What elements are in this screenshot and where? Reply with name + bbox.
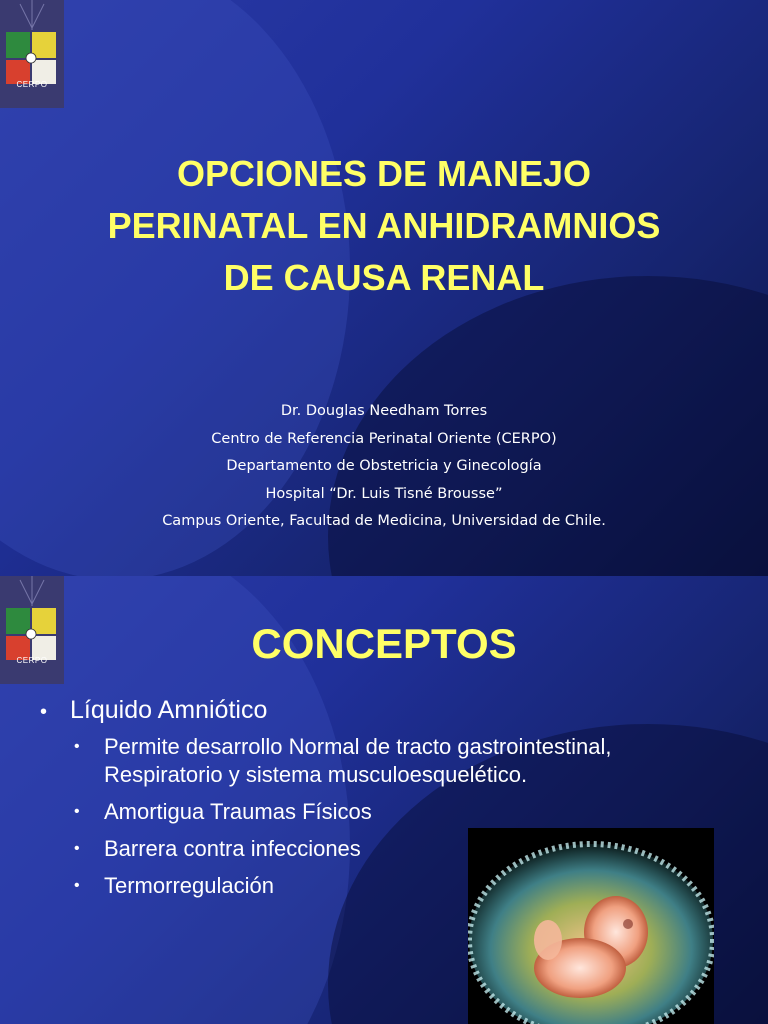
title-line: PERINATAL EN ANHIDRAMNIOS [107,205,661,246]
author-name: Dr. Douglas Needham Torres [280,403,488,419]
bullet-icon: • [74,803,80,820]
cerpo-logo [0,0,64,108]
sub-bullet-text: Barrera contra infecciones [104,836,361,861]
embryo-image-icon [468,828,714,1024]
department-name: Departamento de Obstetricia y Ginecología [226,458,542,474]
crest-icon [0,0,64,108]
sub-bullet-text: Amortigua Traumas Físicos [104,799,372,824]
slide-heading: CONCEPTOS [251,620,517,667]
title-line: DE CAUSA RENAL [223,257,545,298]
bullet-icon: • [74,738,80,755]
logo-label: CERPO [16,656,48,665]
embryo-photo [468,828,714,1024]
sub-bullet [74,798,748,826]
crest-icon [0,576,64,684]
logo-label: CERPO [16,80,48,89]
bullet-icon: • [40,701,48,723]
author-credits [0,398,768,536]
bullet-icon: • [74,840,80,857]
slide-title [0,148,768,304]
title-line: OPCIONES DE MANEJO [176,153,592,194]
sub-bullet-text: Termorregulación [104,873,274,898]
campus-name: Campus Oriente, Facultad de Medicina, Universidad de Chile. [162,513,606,529]
center-name: Centro de Referencia Perinatal Oriente (CERPO) [211,430,557,447]
sub-bullet-text: Permite desarrollo Normal de tracto gastrointestinal, Respiratorio y sistema musculoesquelético. [104,734,612,787]
sub-bullet [74,733,748,789]
cerpo-logo [0,576,64,684]
main-bullet-text: Líquido Amniótico [70,696,268,724]
bullet-icon: • [74,877,80,894]
hospital-name: Hospital “Dr. Luis Tisné Brousse” [265,485,503,502]
concepts-slide [0,576,768,1024]
main-bullet [40,696,748,725]
